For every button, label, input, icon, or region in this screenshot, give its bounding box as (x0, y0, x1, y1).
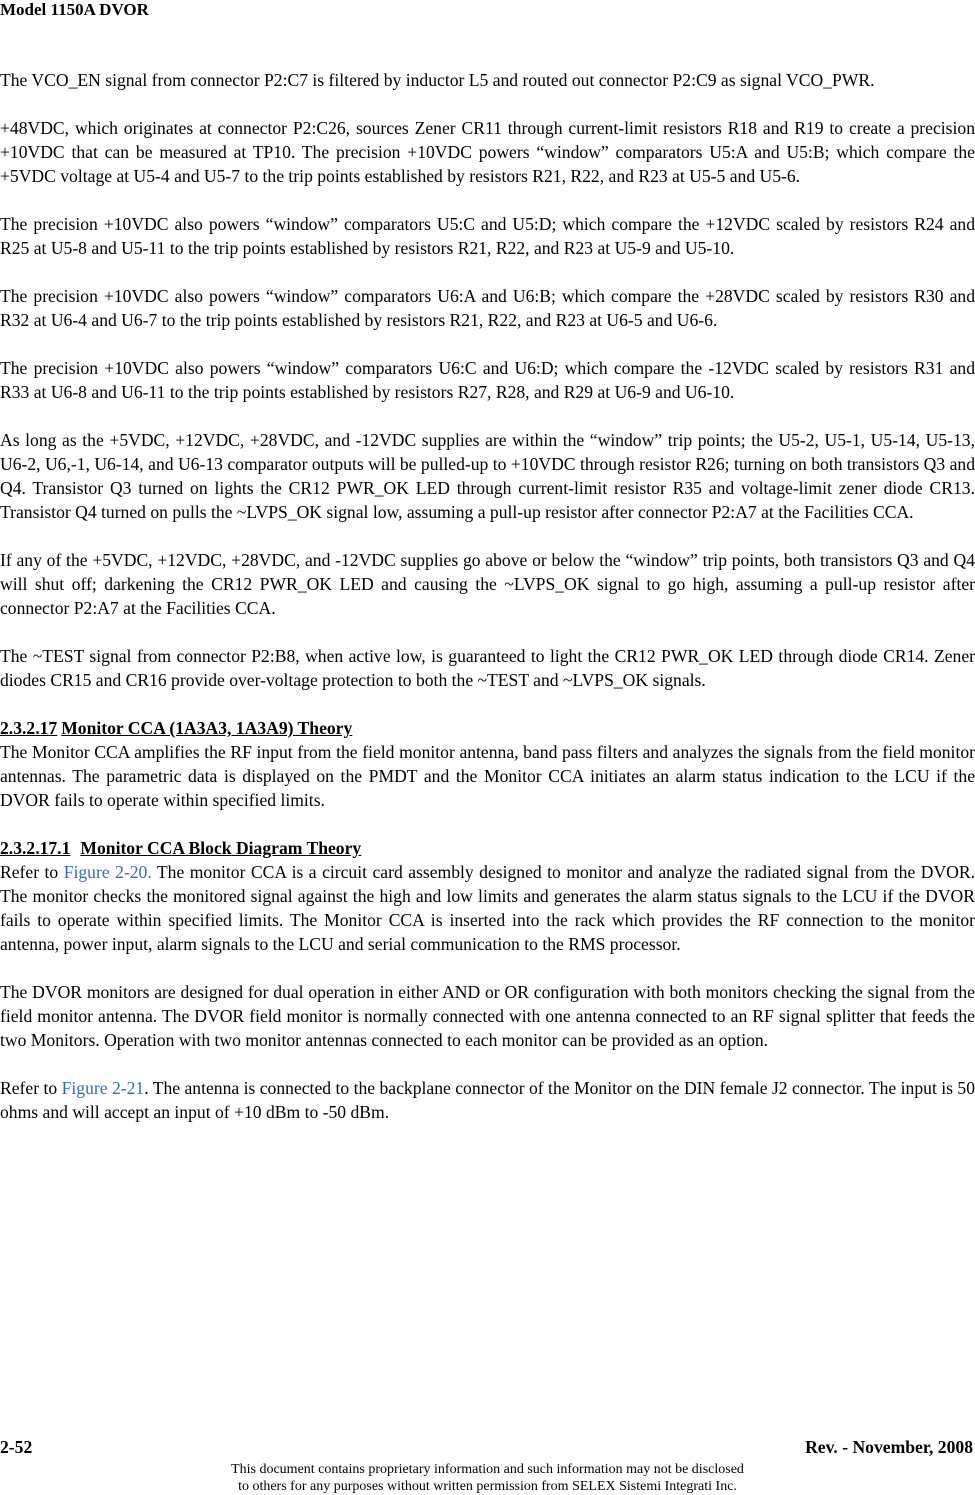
paragraph-figure-2-20 (0, 860, 975, 956)
section-number: 2.3.2.17 (0, 718, 58, 738)
paragraph-u6cd: The precision +10VDC also powers “window” comparators U6:C and U6:D; which compare the -12VDC scaled by resistors R31 and R33 at U6-8 and U6-11 to the trip points established by resistors R27, R28, and R29 at U6-9 and U6-10. (0, 358, 975, 402)
paragraph-u5cd: The precision +10VDC also powers “window” comparators U5:C and U5:D; which compare the +12VDC scaled by resistors R24 and R25 at U5-8 and U5-11 to the trip points established by resistors R21, R22, and R23 at U5-9 and U5-10. (0, 214, 975, 258)
notice-line-2: to others for any purposes without written permission from SELEX Sistemi Integrati Inc. (238, 1479, 737, 1494)
paragraph-48vdc: +48VDC, which originates at connector P2:C26, sources Zener CR11 through current-limit resistors R18 and R19 to create a precision +10VDC that can be measured at TP10. The precision +10VDC powers “window” comparators U5:A and U5:B; which compare the +5VDC voltage at U5-4 and U5-7 to the trip points established by resistors R21, R22, and R23 at U5-5 and U5-6. (0, 118, 975, 186)
text-span: Refer to (0, 1078, 62, 1098)
running-header-title: Model 1150A DVOR (0, 0, 149, 19)
figure-2-20-link[interactable]: Figure 2-20. (63, 862, 152, 882)
text-span: The monitor CCA is a circuit card assembly designed to monitor and analyze the radiated signal from the DVOR. The monitor checks the monitored signal against the high and low limits and generates the alarm status signals to the LCU if the DVOR fails to operate within specified limits. The Monitor CCA is inserted into the rack which provides the RF connection to the monitor antenna, power input, alarm signals to the LCU and serial communication to the RMS processor. (0, 862, 975, 954)
text-span: . The antenna is connected to the backplane connector of the Monitor on the DIN female J2 connector. The input is 50 ohms and will accept an input of +10 dBm to -50 dBm. (0, 1078, 975, 1122)
paragraph-u6ab: The precision +10VDC also powers “window” comparators U6:A and U6:B; which compare the +28VDC scaled by resistors R30 and R32 at U6-4 and U6-7 to the trip points established by resistors R21, R22, and R23 at U6-5 and U6-6. (0, 286, 975, 330)
paragraph-window-fail: If any of the +5VDC, +12VDC, +28VDC, and -12VDC supplies go above or below the “window” trip points, both transistors Q3 and Q4 will shut off; darkening the CR12 PWR_OK LED and causing the ~LVPS_OK signal to go high, assuming a pull-up resistor after connector P2:A7 at the Facilities CCA. (0, 550, 975, 618)
subsection-number: 2.3.2.17.1 (0, 838, 71, 858)
figure-2-21-link[interactable]: Figure 2-21 (61, 1078, 145, 1098)
paragraph-monitor-cca: The Monitor CCA amplifies the RF input from the field monitor antenna, band pass filters and analyzes the signals from the field monitor antennas. The parametric data is displayed on the PMDT and the Monitor CCA initiates an alarm status indication to the LCU if the DVOR fails to operate within specified limits. (0, 742, 975, 810)
page-number: 2-52 (0, 1437, 33, 1457)
paragraph-test-signal: The ~TEST signal from connector P2:B8, when active low, is guaranteed to light the CR12 PWR_OK LED through diode CR14. Zener diodes CR15 and CR16 provide over-voltage protection to both the ~TEST and ~LVPS_OK signals. (0, 646, 975, 690)
page-body (0, 68, 975, 1124)
section-heading-block-diagram (0, 836, 975, 860)
paragraph-vco-en: The VCO_EN signal from connector P2:C7 is filtered by inductor L5 and routed out connector P2:C9 as signal VCO_PWR. (0, 70, 875, 90)
paragraph-window-ok: As long as the +5VDC, +12VDC, +28VDC, and -12VDC supplies are within the “window” trip points; the U5-2, U5-1, U5-14, U5-13, U6-2, U6,-1, U6-14, and U6-13 comparator outputs will be pulled-up to +10VDC through resistor R26; turning on both transistors Q3 and Q4. Transistor Q3 turned on lights the CR12 PWR_OK LED through current-limit resistor R35 and voltage-limit zener diode CR13. Transistor Q4 turned on pulls the ~LVPS_OK signal low, assuming a pull-up resistor after connector P2:A7 at the Facilities CCA. (0, 430, 975, 522)
subsection-title: Monitor CCA Block Diagram Theory (80, 838, 362, 858)
paragraph-dual-operation: The DVOR monitors are designed for dual operation in either AND or OR configuration with both monitors checking the signal from the field monitor antenna. The DVOR field monitor is normally connected with one antenna connected to an RF signal splitter that feeds the two Monitors. Operation with two monitor antennas connected to each monitor can be provided as an option. (0, 982, 975, 1050)
text-span: Refer to (0, 862, 64, 882)
section-heading-monitor-cca (0, 716, 975, 740)
revision-date: Rev. - November, 2008 (805, 1437, 973, 1457)
proprietary-notice (0, 1461, 975, 1495)
paragraph-figure-2-21 (0, 1076, 975, 1124)
section-title: Monitor CCA (1A3A3, 1A3A9) Theory (61, 718, 353, 738)
notice-line-1: This document contains proprietary information and such information may not be disclosed (231, 1462, 744, 1477)
